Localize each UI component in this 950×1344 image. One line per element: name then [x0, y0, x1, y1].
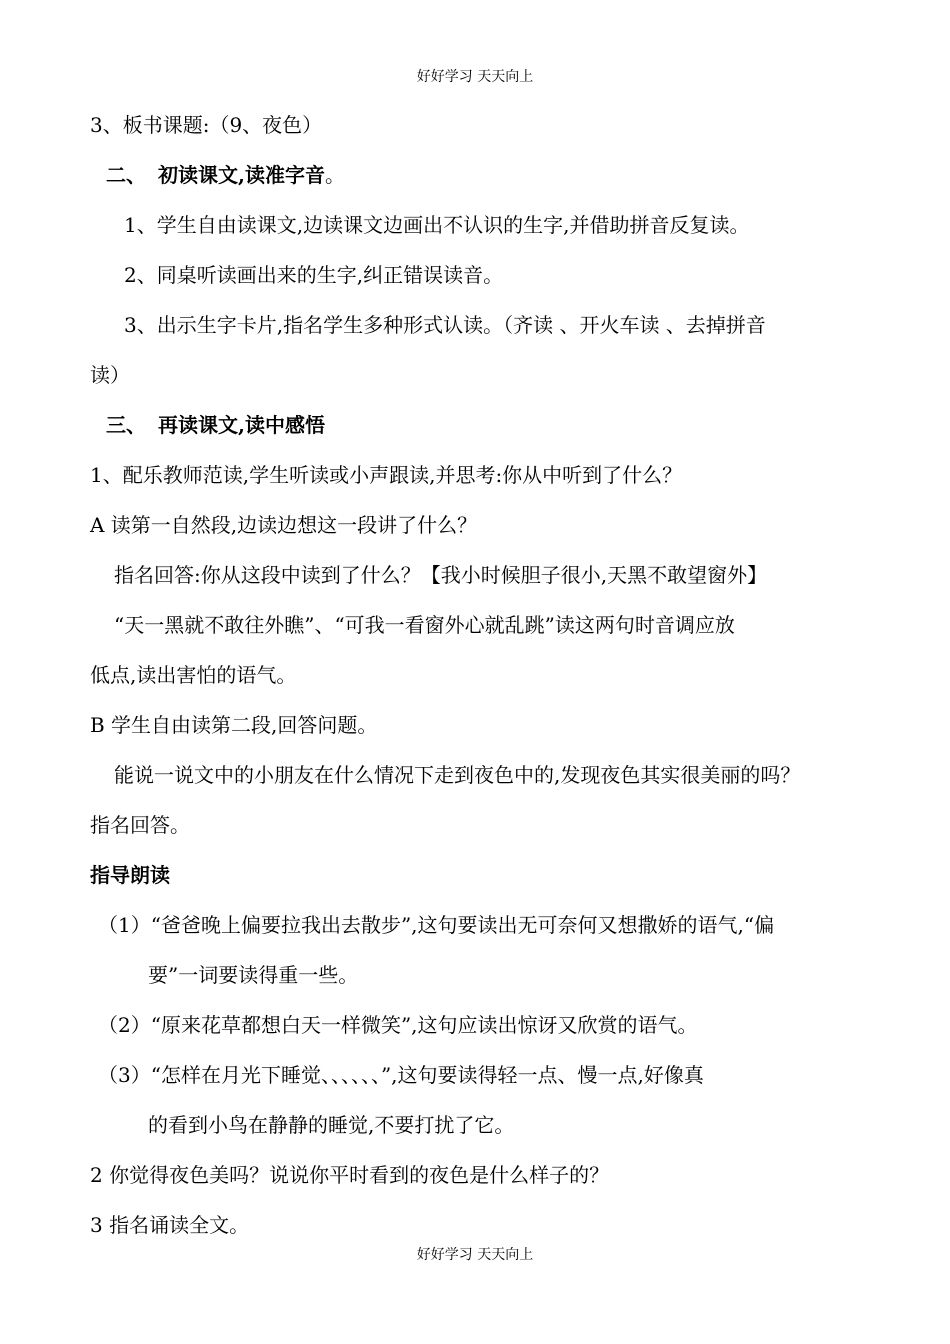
lesson-content	[90, 100, 870, 1250]
section-number: 二、	[106, 163, 146, 187]
paragraph-line: 3 指名诵读全文。	[90, 1213, 250, 1237]
section-heading	[90, 400, 870, 450]
paragraph-line: 2、同桌听读画出来的生字,纠正错误读音。	[124, 263, 504, 287]
paragraph-line: 1、配乐教师范读,学生听读或小声跟读,并思考:你从中听到了什么？	[90, 463, 683, 487]
section-number: 三、	[106, 413, 146, 437]
paragraph-line: 能说一说文中的小朋友在什么情况下走到夜色中的,发现夜色其实很美丽的吗？	[114, 763, 801, 787]
list-item: （1）“爸爸晚上偏要拉我出去散步”,这句要读出无可奈何又想撒娇的语气,“偏	[98, 913, 775, 937]
paragraph-line: 读）	[90, 363, 130, 387]
paragraph-line: 1、学生自由读课文,边读课文边画出不认识的生字,并借助拼音反复读。	[124, 213, 750, 237]
paragraph-line: 3、出示生字卡片,指名学生多种形式认读。（齐读 、开火车读 、去掉拼音	[124, 313, 766, 337]
list-item-continuation: 要”一词要读得重一些。	[148, 963, 359, 987]
paragraph-line: “天一黑就不敢往外瞧”、“可我一看窗外心就乱跳”读这两句时音调应放	[114, 613, 735, 637]
page-footer: 好好学习 天天向上	[416, 1247, 534, 1263]
board-title-line: 3、板书课题:（9、夜色）	[90, 113, 323, 137]
paragraph-line: 指名回答。	[90, 813, 190, 837]
subheading-guided-reading: 指导朗读	[90, 863, 170, 887]
section-title-tail: 。	[324, 163, 345, 187]
list-item: （2）“原来花草都想白天一样微笑”,这句应读出惊讶又欣赏的语气。	[98, 1013, 698, 1037]
paragraph-line: 2 你觉得夜色美吗？说说你平时看到的夜色是什么样子的？	[90, 1163, 610, 1187]
paragraph-line: A 读第一自然段,边读边想这一段讲了什么？	[90, 513, 478, 537]
list-item-continuation: 的看到小鸟在静静的睡觉,不要打扰了它。	[148, 1113, 515, 1137]
section-title: 再读课文,读中感悟	[158, 413, 325, 437]
page-header: 好好学习 天天向上	[416, 69, 534, 85]
section-heading	[90, 150, 870, 200]
paragraph-line: 低点,读出害怕的语气。	[90, 663, 297, 687]
paragraph-line: 指名回答:你从这段中读到了什么？【我小时候胆子很小,天黑不敢望窗外】	[114, 563, 768, 587]
list-item: （3）“怎样在月光下睡觉、、、、、、”,这句要读得轻一点、慢一点,好像真	[98, 1063, 704, 1087]
paragraph-line: B 学生自由读第二段,回答问题。	[90, 713, 378, 737]
section-title: 初读课文,读准字音	[158, 163, 325, 187]
